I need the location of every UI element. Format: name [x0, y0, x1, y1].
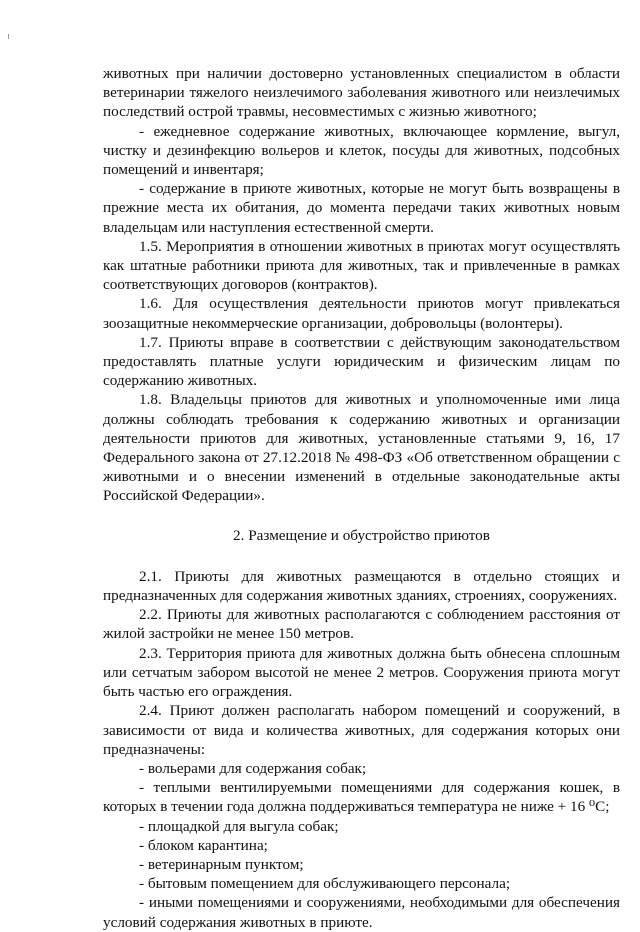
- list-item-quarantine: - блоком карантина;: [139, 836, 268, 854]
- document-page: [103, 64, 620, 932]
- list-item-daily-care: - ежедневное содержание животных, включающее кормление, выгул, чистку и дезинфекцию вольеров и клеток, посуды для животных, подсобных помещений и инвентаря;: [103, 122, 620, 179]
- list-item-staff-room: - бытовым помещением для обслуживающего персонала;: [139, 875, 511, 893]
- paragraph-continuation: животных при наличии достоверно установленных специалистом в области ветеринарии тяжелого неизлечимого заболевания животного или неизлечимых последствий острой травмы, несовместимых с жизнью животного;: [103, 65, 620, 121]
- paragraph-2-1: 2.1. Приюты для животных размещаются в отдельно стоящих и предназначенных для содержания животных зданиях, строениях, сооружениях.: [103, 567, 620, 605]
- list-item-cat-rooms: - теплыми вентилируемыми помещениями для содержания кошек, в которых в течении года должна поддерживаться температура не ниже + 16 ⁰С;: [103, 779, 620, 816]
- paragraph-2-4: 2.4. Приют должен располагать набором помещений и сооружений, в зависимости от вида и количества животных, для содержания которых они предназначены:: [103, 702, 620, 758]
- paragraph-1-8: 1.8. Владельцы приютов для животных и уполномоченные ими лица должны соблюдать требования к содержанию животных и организации деятельности приютов для животных, установленные статьями 9, 16, 17 Федерального закона от 27.12.2018 № 498-ФЗ «Об ответственном обращении с животными и о внесении изменений в отдельные законодательные акты Российской Федерации».: [103, 391, 620, 505]
- list-item-dog-walking-area: - площадкой для выгула собак;: [139, 817, 339, 835]
- list-item-other-rooms: - иными помещениями и сооружениями, необходимыми для обеспечения условий содержания животных в приюте.: [103, 894, 620, 931]
- paragraph-2-3: 2.3. Территория приюта для животных должна быть обнесена сплошным или сетчатым забором высотой не менее 2 метров. Сооружения приюта могут быть частью его ограждения.: [103, 644, 620, 701]
- paragraph-1-6: 1.6. Для осуществления деятельности приютов могут привлекаться зоозащитные некоммерческие организации, добровольцы (волонтеры).: [103, 295, 620, 332]
- list-item-dog-enclosures: - вольерами для содержания собак;: [139, 759, 367, 777]
- list-item-vet-point: - ветеринарным пунктом;: [139, 855, 304, 873]
- paragraph-2-2: 2.2. Приюты для животных располагаются с соблюдением расстояния от жилой застройки не менее 150 метров.: [103, 606, 620, 643]
- paragraph-1-7: 1.7. Приюты вправе в соответствии с действующим законодательством предоставлять платные услуги юридическим и физическим лицам по содержанию животных.: [103, 333, 620, 390]
- list-item-keeping: - содержание в приюте животных, которые не могут быть возвращены в прежние места их обитания, до момента передачи таких животных новым владельцам или наступления естественной смерти.: [103, 180, 620, 236]
- section-heading: 2. Размещение и обустройство приютов: [233, 526, 490, 544]
- paragraph-1-5: 1.5. Мероприятия в отношении животных в приютах могут осуществлять как штатные работники приюта для животных, так и привлеченные в рамках соответствующих договоров (контрактов).: [103, 237, 620, 294]
- scan-mark: [8, 34, 9, 39]
